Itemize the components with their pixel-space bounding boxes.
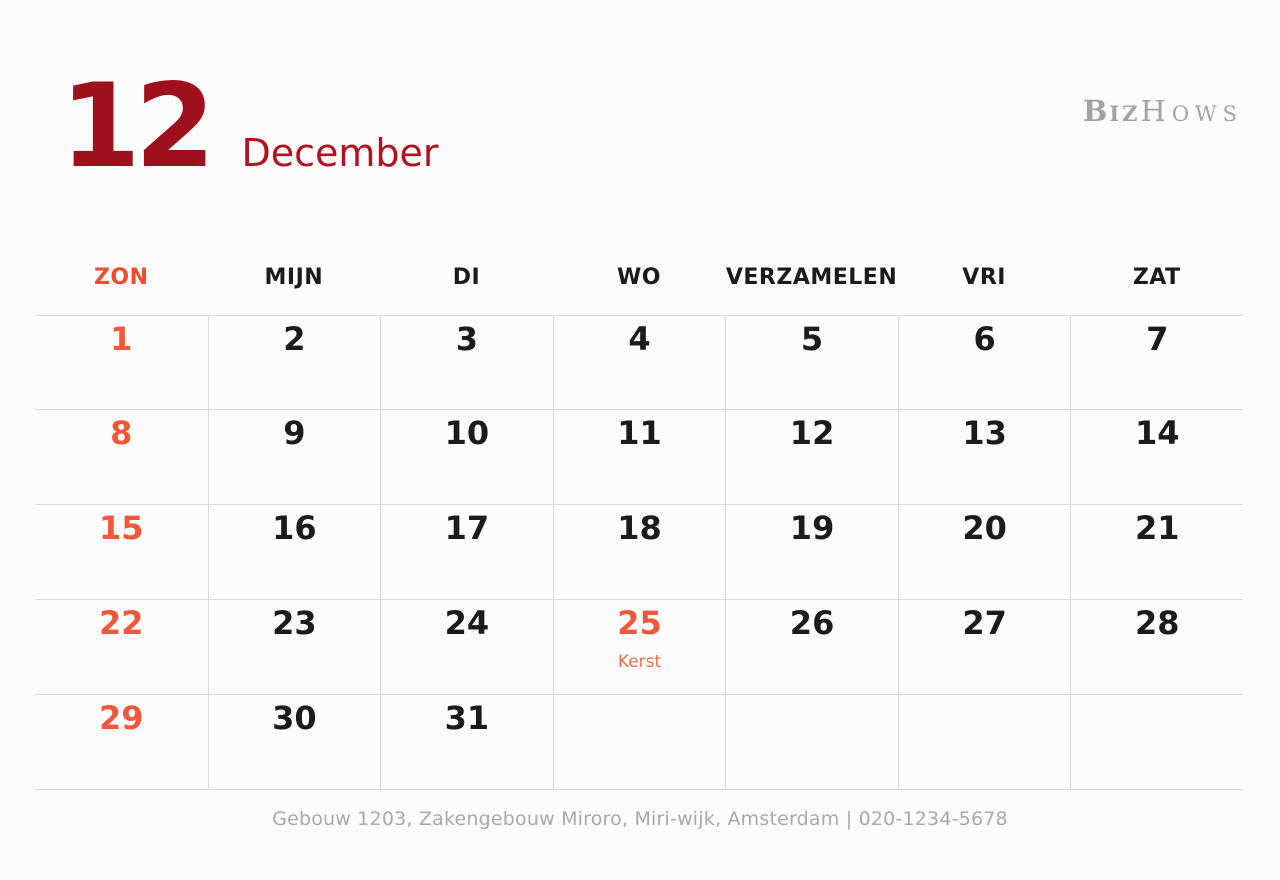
- day-number: 2: [283, 320, 306, 358]
- day-cell-16: [208, 505, 381, 599]
- day-number: 13: [962, 414, 1007, 452]
- day-number: 6: [973, 320, 996, 358]
- calendar-week-row: [35, 600, 1243, 695]
- logo-biz-small: IZ: [1109, 101, 1141, 126]
- weekday-zon: ZON: [93, 265, 149, 290]
- day-number: 9: [283, 414, 306, 452]
- day-number: 29: [99, 699, 144, 737]
- weekday-verzamelen: VERZAMELEN: [725, 265, 898, 290]
- day-cell-17: [380, 505, 553, 599]
- day-cell-2: [208, 316, 381, 409]
- day-cell-10: [380, 410, 553, 504]
- bizhows-logo: [1083, 94, 1243, 128]
- day-number: 4: [628, 320, 651, 358]
- day-number: 21: [1134, 509, 1180, 547]
- day-number: 8: [110, 414, 133, 452]
- day-cell-21: [1070, 505, 1243, 599]
- day-cell-30: [208, 695, 381, 789]
- month-name: December: [241, 131, 439, 175]
- day-number: 28: [1134, 604, 1180, 642]
- logo-biz-cap: B: [1082, 94, 1110, 128]
- logo-hows-cap: H: [1140, 94, 1172, 128]
- calendar: [35, 240, 1243, 790]
- weekday-header-row: [35, 240, 1243, 315]
- day-cell-23: [208, 600, 381, 694]
- day-cell-9: [208, 410, 381, 504]
- day-number: 30: [272, 699, 317, 737]
- day-number: 18: [617, 509, 662, 547]
- day-cell-29: [35, 695, 208, 789]
- weekday-wo: WO: [617, 265, 661, 290]
- calendar-grid: [35, 315, 1243, 790]
- weekday-vri: VRI: [962, 265, 1006, 290]
- day-cell-27: [898, 600, 1071, 694]
- footer: [0, 808, 1280, 830]
- day-number: 3: [455, 320, 479, 358]
- day-cell-empty: [1070, 695, 1243, 789]
- day-number: 31: [444, 699, 490, 737]
- day-cell-20: [898, 505, 1071, 599]
- day-number: 20: [962, 509, 1007, 547]
- day-number: 26: [789, 604, 835, 642]
- day-number: 14: [1134, 414, 1180, 452]
- day-cell-4: [553, 316, 726, 409]
- calendar-week-row: [35, 505, 1243, 600]
- day-cell-25: [553, 600, 726, 694]
- day-number: 7: [1146, 320, 1169, 358]
- day-cell-22: [35, 600, 208, 694]
- month-header: [60, 59, 439, 194]
- day-number: 24: [444, 604, 490, 642]
- day-cell-19: [725, 505, 898, 599]
- day-number: 1: [110, 320, 133, 358]
- calendar-week-row: [35, 315, 1243, 410]
- calendar-week-row: [35, 410, 1243, 505]
- day-cell-6: [898, 316, 1071, 409]
- day-number: 19: [789, 509, 835, 547]
- day-number: 22: [99, 604, 144, 642]
- day-cell-5: [725, 316, 898, 409]
- day-cell-empty: [553, 695, 726, 789]
- day-cell-11: [553, 410, 726, 504]
- day-number: 15: [99, 509, 144, 547]
- day-cell-14: [1070, 410, 1243, 504]
- day-number: 27: [962, 604, 1007, 642]
- day-number: 11: [617, 414, 662, 452]
- day-number: 23: [272, 604, 317, 642]
- day-cell-26: [725, 600, 898, 694]
- calendar-week-row: [35, 695, 1243, 790]
- day-number: 17: [444, 509, 490, 547]
- day-cell-empty: [725, 695, 898, 789]
- day-cell-7: [1070, 316, 1243, 409]
- day-cell-31: [380, 695, 553, 789]
- day-number: 5: [800, 320, 824, 358]
- day-cell-empty: [898, 695, 1071, 789]
- day-cell-24: [380, 600, 553, 694]
- day-cell-12: [725, 410, 898, 504]
- day-number: 12: [789, 414, 835, 452]
- footer-address: Gebouw 1203, Zakengebouw Miroro, Miri-wijk, Amsterdam | 020-1234-5678: [272, 808, 1008, 830]
- day-number: 25: [617, 604, 662, 642]
- day-number: 10: [444, 414, 490, 452]
- day-cell-28: [1070, 600, 1243, 694]
- day-cell-1: [35, 316, 208, 409]
- day-cell-3: [380, 316, 553, 409]
- weekday-mijn: MIJN: [264, 265, 324, 290]
- day-cell-15: [35, 505, 208, 599]
- month-number: 12: [60, 59, 210, 194]
- day-number: 16: [272, 509, 317, 547]
- weekday-zat: ZAT: [1132, 265, 1181, 290]
- logo-hows-small: OWS: [1171, 102, 1243, 126]
- day-cell-8: [35, 410, 208, 504]
- day-cell-13: [898, 410, 1071, 504]
- day-cell-18: [553, 505, 726, 599]
- weekday-di: DI: [452, 265, 481, 290]
- holiday-label: Kerst: [617, 652, 662, 673]
